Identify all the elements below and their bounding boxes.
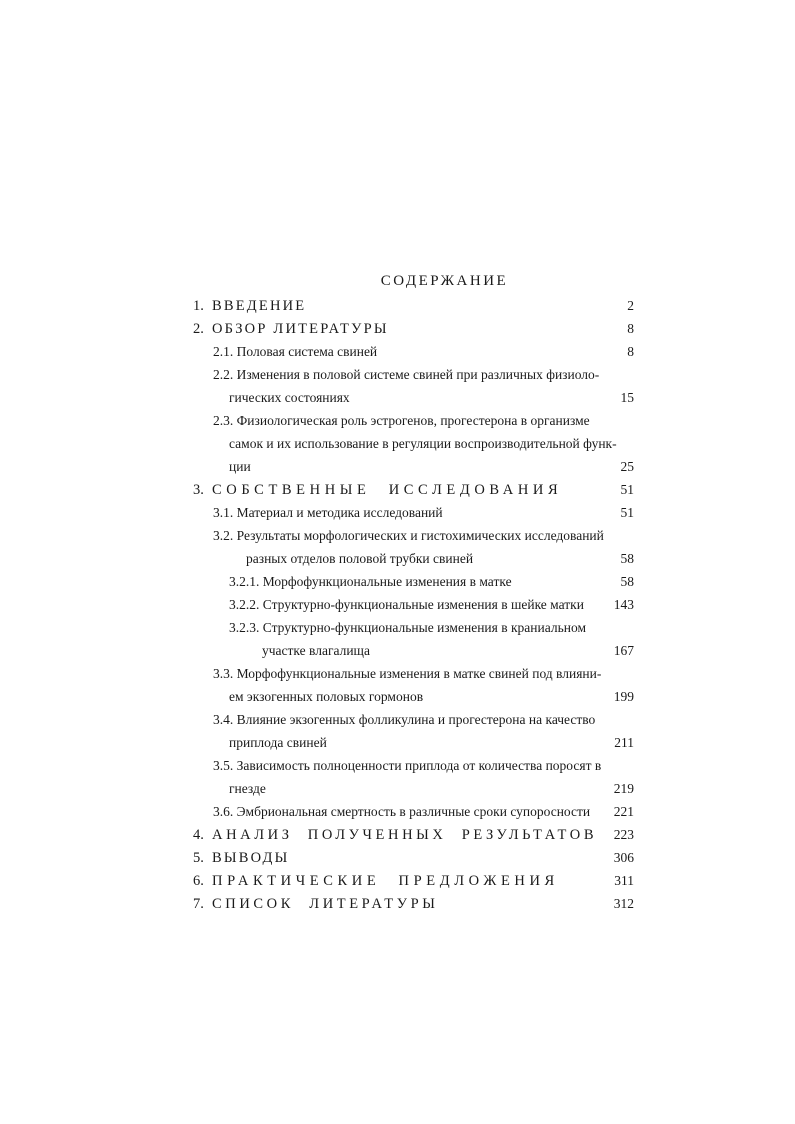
toc-entry-page: 51 <box>620 482 634 497</box>
toc-entry-text: гических состояниях <box>229 390 350 405</box>
toc-entry-text: ем экзогенных половых гормонов <box>229 689 424 704</box>
toc-entry-number: 6. <box>193 873 204 889</box>
toc-entry-text: 3.2.3. Структурно-функциональные изменения в краниальном <box>229 620 586 635</box>
toc-entry-number: 3. <box>193 482 204 498</box>
toc-entry-page: 219 <box>613 781 634 796</box>
toc-entry-text: участке влагалища <box>262 643 370 658</box>
toc-entry-text: 2.3. Физиологическая роль эстрогенов, прогестерона в организме <box>213 413 590 428</box>
toc-entry-page: 15 <box>620 390 634 405</box>
toc-entry-text: 3.6. Эмбриональная смертность в различные сроки супоросности <box>213 804 591 819</box>
toc-entry-text: ОБЗОР ЛИТЕРАТУРЫ <box>212 321 389 337</box>
toc-entry-page: 143 <box>613 597 634 612</box>
toc-entry-page: 221 <box>613 804 634 819</box>
toc-entry-number: 5. <box>193 850 204 866</box>
toc-entry-page: 8 <box>627 321 634 336</box>
toc-entry-text: приплода свиней <box>229 735 327 750</box>
toc-entry-page: 2 <box>627 298 634 313</box>
toc-entry-number: 1. <box>193 298 204 314</box>
toc-entry-page: 306 <box>613 850 634 865</box>
toc-entry-page: 51 <box>620 505 634 520</box>
toc-entry-text: 3.5. Зависимость полноценности приплода от количества поросят в <box>213 758 602 773</box>
toc-entry-text: 3.1. Материал и методика исследований <box>213 505 443 520</box>
toc-entry-text: СОБСТВЕННЫЕ ИССЛЕДОВАНИЯ <box>212 482 563 498</box>
toc-entry-text: 3.2.2. Структурно-функциональные изменения в шейке матки <box>229 597 584 612</box>
toc-entry-number: 7. <box>193 896 204 912</box>
toc-entry-text: ции <box>229 459 251 474</box>
toc-entry-text: ВЫВОДЫ <box>212 850 290 866</box>
toc-entry-text: АНАЛИЗ ПОЛУЧЕННЫХ РЕЗУЛЬТАТОВ <box>212 827 598 843</box>
toc-entry-text: 3.2.1. Морфофункциональные изменения в матке <box>229 574 512 589</box>
toc-entry-text: 3.4. Влияние экзогенных фолликулина и прогестерона на качество <box>213 712 596 727</box>
toc-entry-text: 3.2. Результаты морфологических и гистохимических исследований <box>213 528 604 543</box>
toc-entry-text: самок и их использование в регуляции воспроизводительной функ- <box>229 436 617 451</box>
toc-entry-text: разных отделов половой трубки свиней <box>246 551 474 566</box>
toc-entry-page: 223 <box>613 827 634 842</box>
toc-entry-number: 4. <box>193 827 204 843</box>
toc-entry-text: гнезде <box>229 781 266 796</box>
toc-entry-text: 3.3. Морфофункциональные изменения в матке свиней под влияни- <box>213 666 602 681</box>
toc-entry-page: 312 <box>613 896 634 911</box>
toc-entry-text: ПРАКТИЧЕСКИЕ ПРЕДЛОЖЕНИЯ <box>212 873 559 889</box>
toc-entry-page: 25 <box>620 459 634 474</box>
toc-entry-page: 199 <box>613 689 634 704</box>
toc-entry-page: 8 <box>627 344 634 359</box>
toc-entry-page: 211 <box>614 735 634 750</box>
toc-entry-page: 311 <box>614 873 634 888</box>
toc-entry-text: ВВЕДЕНИЕ <box>212 298 307 314</box>
toc-entry-number: 2. <box>193 321 204 337</box>
toc-entry-page: 167 <box>613 643 634 658</box>
toc-entry-page: 58 <box>620 574 634 589</box>
toc-entry-text: 2.1. Половая система свиней <box>213 344 378 359</box>
toc-entry-page: 58 <box>620 551 634 566</box>
toc-entry-text: 2.2. Изменения в половой системе свиней при различных физиоло- <box>213 367 600 382</box>
toc-title: СОДЕРЖАНИЕ <box>380 273 509 289</box>
toc-entry-text: СПИСОК ЛИТЕРАТУРЫ <box>212 896 439 912</box>
